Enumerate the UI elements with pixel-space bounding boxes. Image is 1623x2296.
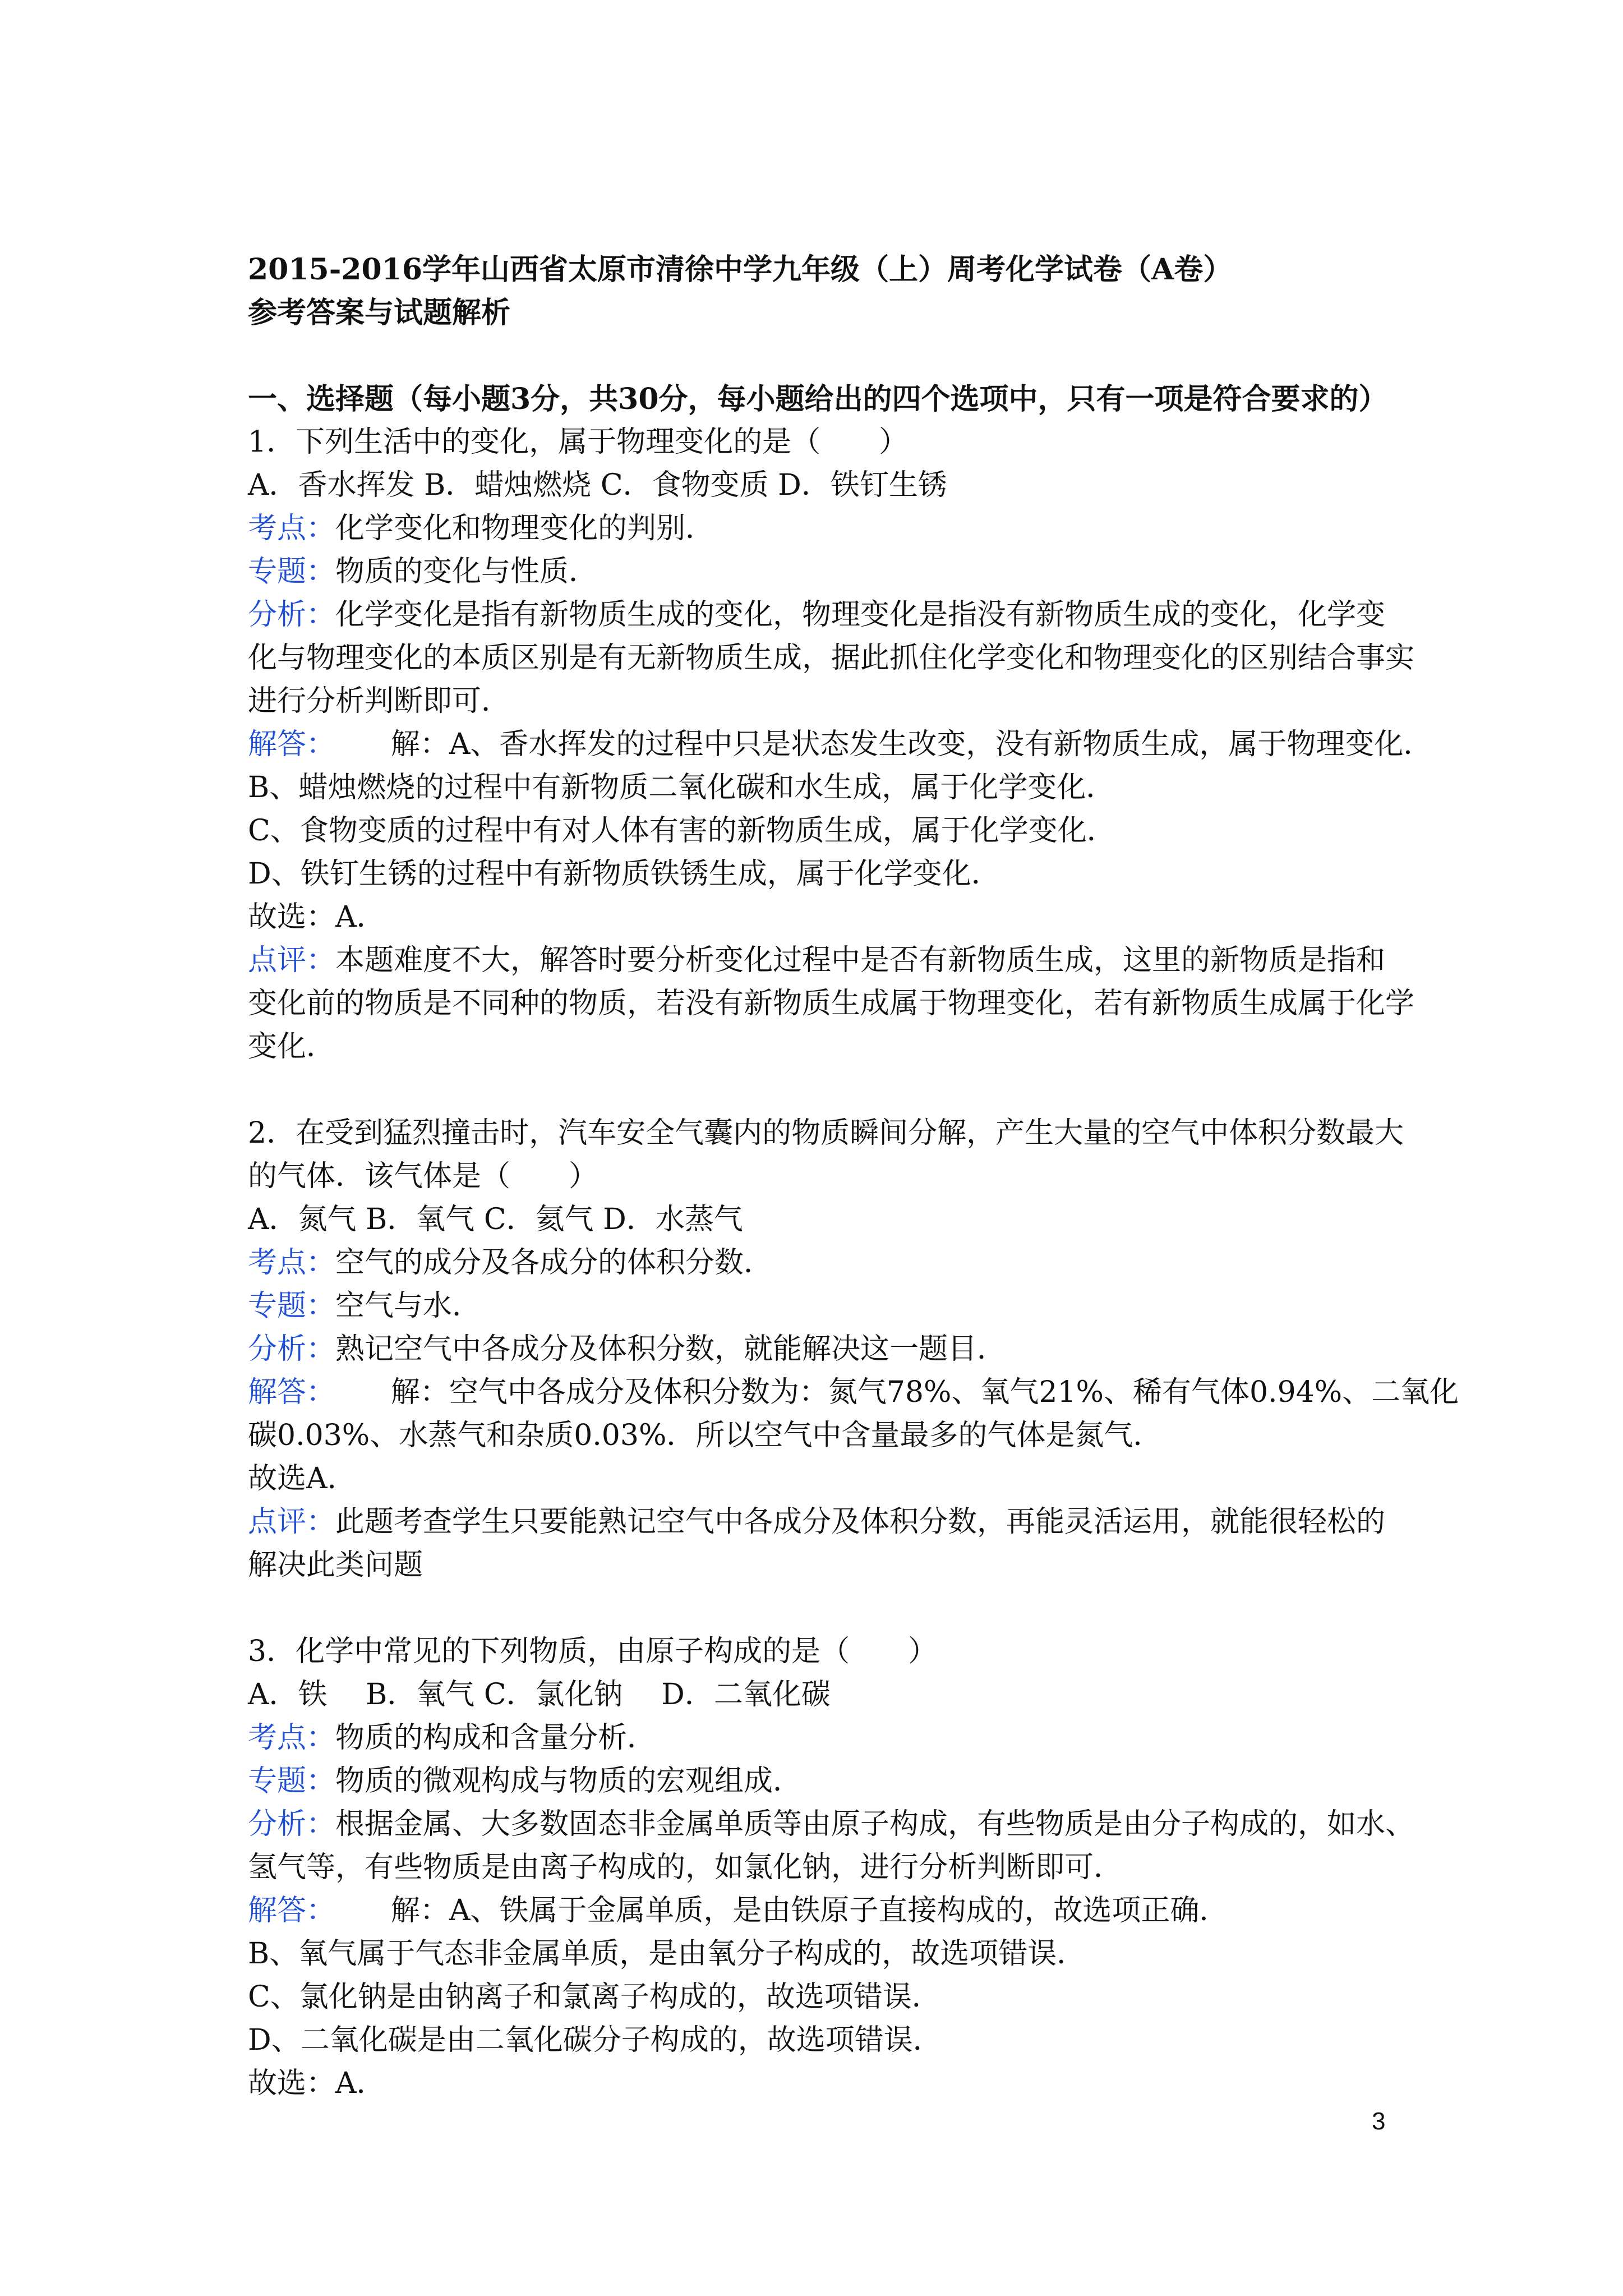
text-line bbox=[248, 982, 1415, 1025]
spacer bbox=[248, 1587, 1389, 1630]
line-text: C、食物变质的过程中有对人体有害的新物质生成，属于化学变化． bbox=[248, 814, 1116, 848]
field-label: 点评： bbox=[248, 1505, 336, 1539]
text-line bbox=[248, 1025, 1389, 1069]
question-block bbox=[248, 1069, 1459, 1587]
line-text: 故选A． bbox=[248, 1462, 357, 1496]
line-text: 故选：A． bbox=[248, 2067, 386, 2100]
text-line bbox=[248, 853, 1389, 896]
text-line bbox=[248, 421, 1389, 464]
text-line bbox=[248, 1976, 1389, 2019]
field-label: 解答： bbox=[248, 1375, 336, 1409]
field-label: 专题： bbox=[248, 1764, 336, 1798]
text-line bbox=[248, 464, 1389, 507]
line-text: 1．下列生活中的变化，属于物理变化的是（ ） bbox=[248, 425, 909, 459]
field-label: 解答： bbox=[248, 728, 336, 761]
field-label: 点评： bbox=[248, 944, 336, 977]
line-text: 物质的变化与性质． bbox=[335, 555, 598, 588]
text-line bbox=[248, 1760, 1389, 1803]
line-text: 变化前的物质是不同种的物质，若没有新物质生成属于物理变化，若有新物质生成属于化学 bbox=[248, 987, 1415, 1020]
text-line bbox=[248, 1717, 1389, 1760]
text-line bbox=[248, 550, 1389, 593]
text-line bbox=[248, 809, 1389, 853]
text-line bbox=[248, 1846, 1389, 1889]
line-text: 的气体．该气体是（ ） bbox=[248, 1159, 598, 1193]
text-line bbox=[248, 1932, 1389, 1976]
question-block bbox=[248, 421, 1433, 1069]
text-line bbox=[248, 1544, 1389, 1587]
line-text: 3．化学中常见的下列物质，由原子构成的是（ ） bbox=[248, 1635, 938, 1668]
line-text: 空气与水． bbox=[335, 1289, 482, 1323]
text-line bbox=[248, 2062, 1389, 2105]
line-text: 解决此类问题 bbox=[248, 1548, 423, 1582]
line-text: 解：A、铁属于金属单质，是由铁原子直接构成的，故选项正确． bbox=[390, 1894, 1229, 1927]
line-text: 化与物理变化的本质区别是有无新物质生成，据此抓住化学变化和物理变化的区别结合事实 bbox=[248, 641, 1415, 675]
text-line bbox=[248, 1155, 1389, 1198]
line-text: 物质的构成和含量分析． bbox=[335, 1721, 657, 1755]
text-line bbox=[248, 1457, 1389, 1501]
text-line bbox=[248, 1673, 1389, 1717]
line-text: 此题考查学生只要能熟记空气中各成分及体积分数，再能灵活运用，就能很轻松的 bbox=[335, 1505, 1386, 1539]
text-line bbox=[248, 593, 1389, 637]
text-line bbox=[248, 1803, 1415, 1846]
line-text: D、二氧化碳是由二氧化碳分子构成的，故选项错误． bbox=[248, 2023, 942, 2057]
line-text: B、氧气属于气态非金属单质，是由氧分子构成的，故选项错误． bbox=[248, 1937, 1086, 1971]
text-line bbox=[248, 1501, 1389, 1544]
text-line bbox=[248, 2019, 1389, 2062]
text-line bbox=[248, 1889, 1389, 1932]
line-text: 故选：A． bbox=[248, 900, 386, 934]
text-line bbox=[248, 1112, 1404, 1155]
line-text: 2．在受到猛烈撞击时，汽车安全气囊内的物质瞬间分解，产生大量的空气中体积分数最大 bbox=[248, 1116, 1404, 1150]
line-text: A．铁 B．氧气 C．氯化钠 D．二氧化碳 bbox=[248, 1678, 831, 1711]
text-line bbox=[248, 723, 1433, 766]
field-label: 专题： bbox=[248, 555, 336, 588]
field-label: 考点： bbox=[248, 512, 336, 545]
line-text: 物质的微观构成与物质的宏观组成． bbox=[335, 1764, 803, 1798]
line-text: D、铁钉生锈的过程中有新物质铁锈生成，属于化学变化． bbox=[248, 857, 1000, 891]
line-text: 本题难度不大，解答时要分析变化过程中是否有新物质生成，这里的新物质是指和 bbox=[335, 944, 1386, 977]
text-line bbox=[248, 1241, 1389, 1285]
line-text: 解：空气中各成分及体积分数为：氮气78%、氧气21%、稀有气体0.94%、二氧化 bbox=[390, 1375, 1459, 1409]
text-line bbox=[248, 1285, 1389, 1328]
line-text: B、蜡烛燃烧的过程中有新物质二氧化碳和水生成，属于化学变化． bbox=[248, 771, 1115, 804]
text-line bbox=[248, 1198, 1389, 1241]
field-label: 考点： bbox=[248, 1721, 336, 1755]
text-line bbox=[248, 680, 1389, 723]
line-text: A．氮气 B．氧气 C．氦气 D．水蒸气 bbox=[248, 1203, 743, 1236]
line-text: C、氯化钠是由钠离子和氯离子构成的，故选项错误． bbox=[248, 1980, 941, 2014]
line-text: 根据金属、大多数固态非金属单质等由原子构成，有些物质是由分子构成的，如水、 bbox=[335, 1807, 1415, 1841]
line-text: 熟记空气中各成分及体积分数，就能解决这一题目． bbox=[335, 1332, 1007, 1366]
text-line bbox=[248, 1414, 1389, 1457]
section-heading: 一、选择题（每小题3分，共30分，每小题给出的四个选项中，只有一项是符合要求的） bbox=[248, 382, 1388, 416]
line-text: 空气的成分及各成分的体积分数． bbox=[335, 1246, 773, 1280]
line-text: A．香水挥发 B．蜡烛燃烧 C．食物变质 D．铁钉生锈 bbox=[248, 468, 947, 502]
questions-container bbox=[248, 421, 1459, 2105]
line-text: 进行分析判断即可． bbox=[248, 684, 511, 718]
text-line bbox=[248, 1328, 1389, 1371]
doc-title: 2015-2016学年山西省太原市清徐中学九年级（上）周考化学试卷（A卷） bbox=[248, 252, 1233, 287]
question-block bbox=[248, 1587, 1415, 2105]
doc-subtitle: 参考答案与试题解析 bbox=[248, 296, 511, 330]
field-label: 分析： bbox=[248, 1807, 336, 1841]
text-line bbox=[248, 507, 1389, 550]
line-text: 化学变化和物理变化的判别． bbox=[335, 512, 715, 545]
document-page bbox=[248, 248, 1459, 2105]
line-text: 解：A、香水挥发的过程中只是状态发生改变，没有新物质生成，属于物理变化． bbox=[390, 728, 1433, 761]
text-line bbox=[248, 1371, 1459, 1414]
text-line bbox=[248, 1630, 1389, 1673]
field-label: 专题： bbox=[248, 1289, 336, 1323]
line-text: 氢气等，有些物质是由离子构成的，如氯化钠，进行分析判断即可． bbox=[248, 1851, 1123, 1884]
field-label: 考点： bbox=[248, 1246, 336, 1280]
page-number: 3 bbox=[1372, 2108, 1386, 2135]
text-line bbox=[248, 939, 1389, 982]
line-text: 化学变化是指有新物质生成的变化，物理变化是指没有新物质生成的变化，化学变 bbox=[335, 598, 1386, 632]
field-label: 解答： bbox=[248, 1894, 336, 1927]
spacer bbox=[248, 1069, 1389, 1112]
field-label: 分析： bbox=[248, 1332, 336, 1366]
spacer bbox=[248, 334, 1389, 378]
text-line bbox=[248, 637, 1415, 680]
field-label: 分析： bbox=[248, 598, 336, 632]
text-line bbox=[248, 766, 1389, 809]
line-text: 变化． bbox=[248, 1030, 336, 1064]
text-line bbox=[248, 896, 1389, 939]
line-text: 碳0.03%、水蒸气和杂质0.03%．所以空气中含量最多的气体是氮气． bbox=[248, 1419, 1163, 1452]
